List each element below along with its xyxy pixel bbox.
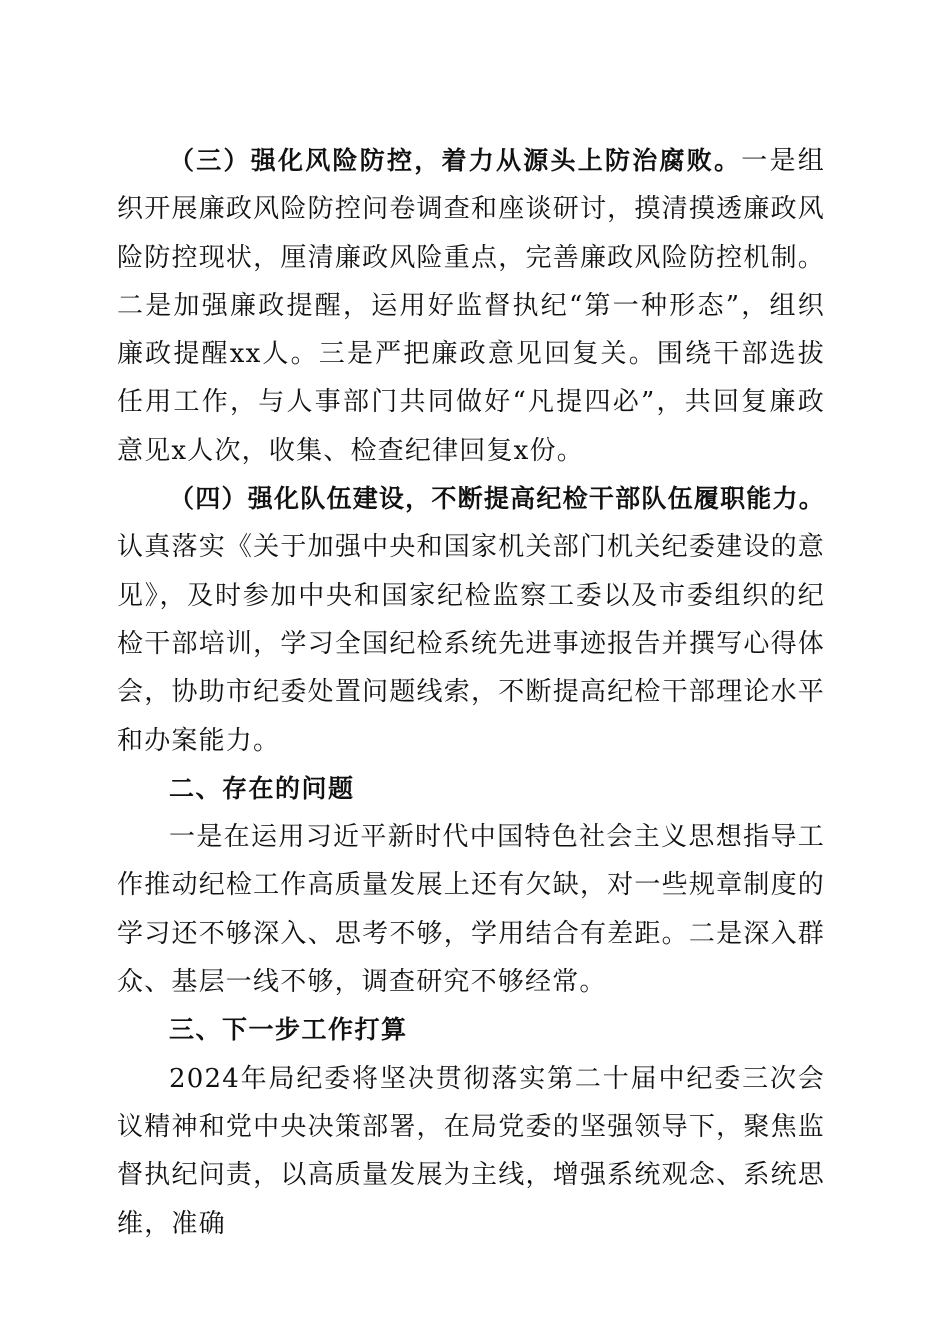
section-3-paragraph — [117, 137, 825, 475]
problems-heading: 二、存在的问题 — [169, 773, 355, 803]
next-steps-heading: 三、下一步工作打算 — [169, 1015, 408, 1045]
plan-paragraph: 2024年局纪委将坚决贯彻落实第二十届中纪委三次会议精神和党中央决策部署，在局党委的坚强领导下，聚焦监督执纪问责，以高质量发展为主线，增强系统观念、系统思维，准确 — [117, 1063, 825, 1239]
section-4-paragraph — [117, 475, 825, 765]
document-body — [117, 137, 825, 1248]
section-3-lead: （三）强化风险防控，着力从源头上防治腐败。 — [169, 146, 742, 175]
section-4-body: 认真落实《关于加强中央和国家机关部门机关纪委建设的意见》，及时参加中央和国家纪检监察工委以及市委组织的纪检干部培训，学习全国纪检系统先进事迹报告并撰写心得体会，协助市纪委处置问题线索，不断提高纪检干部理论水平和办案能力。 — [117, 532, 825, 756]
section-3-body: 一是组织开展廉政风险防控问卷调查和座谈研讨，摸清摸透廉政风险防控现状，厘清廉政风险重点，完善廉政风险防控机制。二是加强廉政提醒，运用好监督执纪“第一种形态”，组织廉政提醒xx人。三是严把廉政意见回复关。围绕干部选拔任用工作，与人事部门共同做好“凡提四必”，共回复廉政意见x人次，收集、检查纪律回复x份。 — [117, 146, 826, 466]
section-4-lead: （四）强化队伍建设，不断提高纪检干部队伍履职能力。 — [169, 484, 825, 514]
problems-paragraph: 一是在运用习近平新时代中国特色社会主义思想指导工作推动纪检工作高质量发展上还有欠缺，对一些规章制度的学习还不够深入、思考不够，学用结合有差距。二是深入群众、基层一线不够，调查研究不够经常。 — [117, 822, 825, 998]
